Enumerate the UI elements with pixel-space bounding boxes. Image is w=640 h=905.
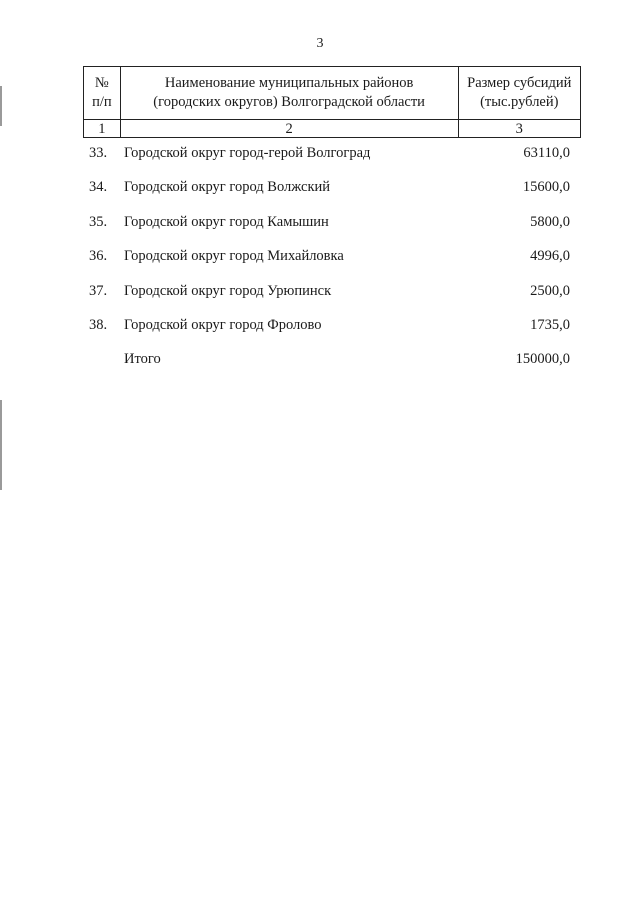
row-value: 5800,0 <box>530 213 570 230</box>
table-row <box>83 317 570 351</box>
header-col-amount <box>458 67 580 120</box>
row-number: 34. <box>89 179 108 196</box>
column-number: 2 <box>120 120 458 138</box>
header-col-amount-line: Размер субсидий <box>467 75 572 91</box>
row-number: 36. <box>89 248 108 265</box>
header-col-name <box>120 67 458 120</box>
total-row <box>83 351 570 385</box>
column-number: 1 <box>84 120 121 138</box>
header-col-number <box>84 67 121 120</box>
row-name: Городской округ город-герой Волгоград <box>124 145 371 161</box>
row-value: 63110,0 <box>523 145 570 161</box>
page-number: 3 <box>316 36 324 51</box>
header-row <box>84 67 581 120</box>
table-row <box>83 283 570 317</box>
table-row <box>83 214 570 248</box>
scan-edge-mark <box>0 400 2 490</box>
column-number: 3 <box>458 120 580 138</box>
table-body <box>83 145 570 386</box>
table-header <box>83 66 581 138</box>
scan-edge-mark <box>0 86 2 126</box>
row-name: Городской округ город Фролово <box>124 316 322 333</box>
row-name: Городской округ город Камышин <box>124 213 329 230</box>
row-name: Городской округ город Волжский <box>124 179 331 196</box>
table-row <box>83 179 570 213</box>
header-col-number-line: п/п <box>92 94 112 110</box>
row-value: 15600,0 <box>522 179 570 196</box>
row-number: 37. <box>89 282 108 299</box>
row-value: 4996,0 <box>530 248 570 265</box>
header-col-name-line: (городских округов) Волгоградской области <box>153 94 425 110</box>
column-number-row <box>84 120 581 138</box>
table-row <box>83 145 570 179</box>
row-name: Городской округ город Урюпинск <box>124 282 332 299</box>
total-value: 150000,0 <box>515 351 570 368</box>
row-value: 2500,0 <box>530 282 570 299</box>
row-number: 33. <box>89 145 108 161</box>
row-value: 1735,0 <box>530 316 570 333</box>
row-number: 35. <box>89 213 108 230</box>
table-row <box>83 248 570 282</box>
header-col-amount-line: (тыс.рублей) <box>480 94 559 110</box>
total-label: Итого <box>124 351 161 368</box>
header-col-name-line: Наименование муниципальных районов <box>164 75 414 91</box>
row-name: Городской округ город Михайловка <box>124 248 344 265</box>
header-col-number-line: № <box>94 75 109 91</box>
row-number: 38. <box>89 316 108 333</box>
